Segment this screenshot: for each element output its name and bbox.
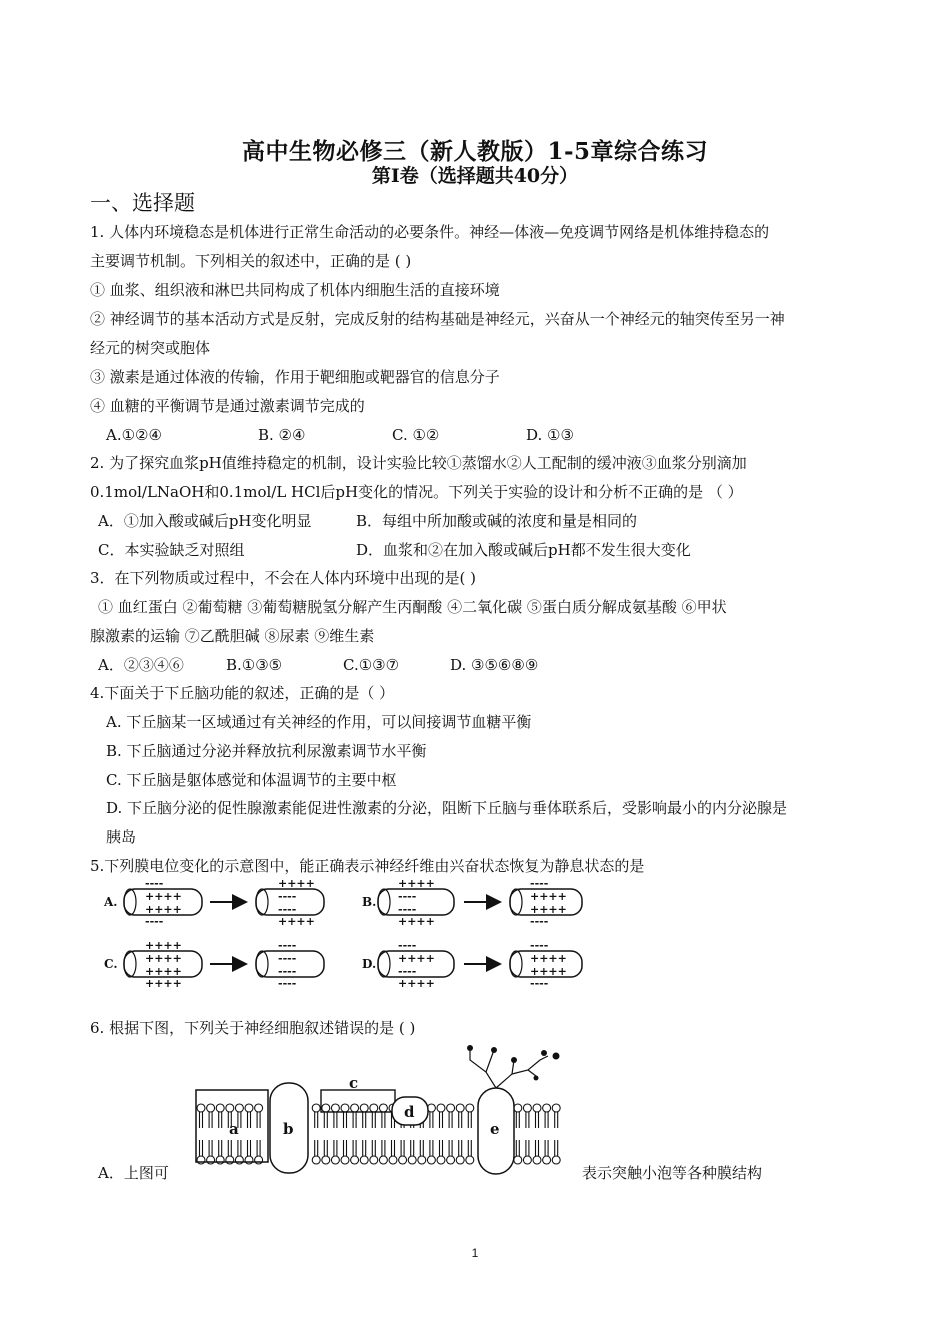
section-heading: 一、选择题 — [90, 191, 195, 215]
q1-statement-2-line2: 经元的树突或胞体 — [90, 339, 211, 357]
phospholipid-head — [427, 1156, 435, 1164]
phospholipid-head — [456, 1104, 464, 1112]
phospholipid-head — [466, 1104, 474, 1112]
q6-option-a-right: 表示突触小泡等各种膜结构 — [582, 1164, 763, 1182]
q1-statement-2-line1: ② 神经调节的基本活动方式是反射，完成反射的结构基础是神经元，兴奋从一个神经元的轴突传至另一神 — [90, 310, 785, 328]
phospholipid-head — [331, 1104, 339, 1112]
q5-c-fiber-after — [256, 939, 324, 990]
q5-b-fiber-after — [510, 877, 582, 928]
q5-c-before-inner1: ++++ — [145, 952, 182, 965]
q5-d-after-outer: ---- — [530, 939, 549, 952]
phospholipid-head — [437, 1156, 445, 1164]
q3-items-line2: 腺激素的运输 ⑦乙酰胆碱 ⑧尿素 ⑨维生素 — [90, 627, 375, 645]
phospholipid-head — [514, 1156, 522, 1164]
phospholipid-head — [226, 1104, 234, 1112]
q5-c-after-inner1: ---- — [278, 952, 297, 965]
q5-d-before-inner1: ++++ — [398, 952, 435, 965]
q5-stem: 5.下列膜电位变化的示意图中，能正确表示神经纤维由兴奋状态恢复为静息状态的是 — [90, 857, 645, 875]
q5-d-fiber-after — [510, 939, 582, 990]
q5-c-after-outer: ---- — [278, 939, 297, 952]
q2-option-a: A．①加入酸或碱后pH变化明显 — [98, 512, 312, 530]
phospholipid-head — [379, 1104, 387, 1112]
q3-stem: 3．在下列物质或过程中，不会在人体内环境中出现的是( ) — [90, 569, 477, 587]
q3-option-d: D. ③⑤⑥⑧⑨ — [450, 656, 539, 674]
q5-label-a: A. — [104, 895, 118, 909]
q5-a-before-outer: ---- — [145, 877, 164, 890]
phospholipid-head — [514, 1104, 522, 1112]
q1-stem-line1: 1. 人体内环境稳态是机体进行正常生命活动的必要条件。神经—体液—免疫调节网络是机体维持稳态的 — [90, 223, 770, 241]
q1-option-a: A.①②④ — [106, 426, 162, 444]
phospholipid-head — [543, 1156, 551, 1164]
phospholipid-head — [447, 1156, 455, 1164]
q5-label-c: C. — [104, 957, 118, 971]
phospholipid-head — [341, 1104, 349, 1112]
phospholipid-head — [207, 1104, 215, 1112]
q5-c-fiber-before — [124, 939, 202, 990]
q3-option-c: C.①③⑦ — [343, 656, 400, 674]
q1-statement-3: ③ 激素是通过体液的传输，作用于靶细胞或靶器官的信息分子 — [90, 368, 500, 386]
phospholipid-head — [408, 1156, 416, 1164]
q3-option-a: A．②③④⑥ — [98, 656, 184, 674]
q5-b-before-inner1: ---- — [398, 890, 417, 903]
q5-b-after-inner2: ++++ — [530, 903, 567, 916]
q5-d-after-inner2: ++++ — [530, 965, 567, 978]
q6-stem: 6. 根据下图，下列关于神经细胞叙述错误的是 ( ) — [90, 1019, 416, 1037]
q1-option-c: C. ①② — [392, 426, 440, 444]
phospholipid-head — [216, 1156, 224, 1164]
q5-a-after-inner2: ---- — [278, 903, 297, 916]
q6-label-d: d — [404, 1103, 415, 1121]
phospholipid-head — [226, 1156, 234, 1164]
q5-d-after-inner1: ++++ — [530, 952, 567, 965]
phospholipid-head — [331, 1156, 339, 1164]
phospholipid-head — [351, 1156, 359, 1164]
q2-stem-line2: 0.1mol/LNaOH和0.1mol/L HCl后pH变化的情况。下列关于实验的设计和分析不正确的是 （ ） — [90, 483, 743, 501]
phospholipid-head — [322, 1156, 330, 1164]
q5-b-before-inner2: ---- — [398, 903, 417, 916]
q2-stem-line1: 2. 为了探究血浆pH值维持稳定的机制，设计实验比较①蒸馏水②人工配制的缓冲液③血浆分别滴加 — [90, 454, 747, 472]
phospholipid-head — [447, 1104, 455, 1112]
q6-glycoprotein-chains — [470, 1048, 548, 1088]
q4-option-b: B. 下丘脑通过分泌并释放抗利尿激素调节水平衡 — [106, 742, 427, 760]
phospholipid-head — [552, 1156, 560, 1164]
q1-option-b: B. ②④ — [258, 426, 306, 444]
q5-b-before-outer2: ++++ — [398, 915, 435, 928]
phospholipid-head — [245, 1156, 253, 1164]
phospholipid-head — [216, 1104, 224, 1112]
phospholipid-head — [466, 1156, 474, 1164]
phospholipid-head — [437, 1104, 445, 1112]
q1-stem-line2: 主要调节机制。下列相关的叙述中，正确的是 ( ) — [90, 252, 412, 270]
phospholipid-head — [370, 1104, 378, 1112]
q5-c-after-outer2: ---- — [278, 977, 297, 990]
phospholipid-head — [255, 1156, 263, 1164]
q6-membrane-figure — [196, 1045, 560, 1174]
q5-a-fiber-after — [256, 877, 324, 928]
q5-d-before-outer: ---- — [398, 939, 417, 952]
phospholipid-head — [456, 1156, 464, 1164]
q5-b-fiber-before — [378, 877, 454, 928]
q5-d-fiber-before — [378, 939, 454, 990]
phospholipid-head — [389, 1156, 397, 1164]
phospholipid-head — [379, 1156, 387, 1164]
phospholipid-head — [533, 1104, 541, 1112]
page-number: 1 — [471, 1246, 479, 1260]
phospholipid-head — [360, 1104, 368, 1112]
phospholipid-head — [399, 1156, 407, 1164]
document-subtitle: 第Ⅰ卷（选择题共40分） — [371, 165, 579, 187]
q5-a-after-inner1: ---- — [278, 890, 297, 903]
phospholipid-head — [245, 1104, 253, 1112]
phospholipid-head — [255, 1104, 263, 1112]
q5-b-before-outer: ++++ — [398, 877, 435, 890]
phospholipid-head — [235, 1156, 243, 1164]
q3-option-b: B.①③⑤ — [226, 656, 283, 674]
q3-items-line1: ① 血红蛋白 ②葡萄糖 ③葡萄糖脱氢分解产生丙酮酸 ④二氧化碳 ⑤蛋白质分解成氨基酸 ⑥甲状 — [98, 598, 727, 616]
q5-b-after-outer2: ---- — [530, 915, 549, 928]
q2-option-d: D．血浆和②在加入酸或碱后pH都不发生很大变化 — [356, 541, 691, 559]
phospholipid-head — [370, 1156, 378, 1164]
q4-option-a: A. 下丘脑某一区域通过有关神经的作用，可以间接调节血糖平衡 — [106, 713, 532, 731]
q5-label-b: B. — [362, 895, 377, 909]
phospholipid-head — [207, 1156, 215, 1164]
q6-label-e: e — [490, 1120, 500, 1138]
phospholipid-head — [322, 1104, 330, 1112]
phospholipid-head — [197, 1104, 205, 1112]
phospholipid-head — [312, 1156, 320, 1164]
q4-option-d-line2: 胰岛 — [106, 828, 137, 846]
phospholipid-head — [197, 1156, 205, 1164]
q5-d-before-inner2: ---- — [398, 965, 417, 978]
q5-a-after-outer: ++++ — [278, 877, 315, 890]
q5-b-after-outer: ---- — [530, 877, 549, 890]
phospholipid-head — [341, 1156, 349, 1164]
phospholipid-head — [523, 1104, 531, 1112]
q2-option-c: C．本实验缺乏对照组 — [98, 541, 245, 559]
phospholipid-head — [533, 1156, 541, 1164]
q6-option-a-left: A．上图可 — [98, 1164, 169, 1182]
q5-a-before-outer2: ---- — [145, 915, 164, 928]
q5-c-before-outer: ++++ — [145, 939, 182, 952]
phospholipid-head — [235, 1104, 243, 1112]
phospholipid-head — [543, 1104, 551, 1112]
phospholipid-head — [312, 1104, 320, 1112]
phospholipid-head — [360, 1156, 368, 1164]
q5-a-before-inner1: ++++ — [145, 890, 182, 903]
q1-statement-4: ④ 血糖的平衡调节是通过激素调节完成的 — [90, 397, 365, 415]
q4-option-c: C. 下丘脑是躯体感觉和体温调节的主要中枢 — [106, 771, 397, 789]
q6-label-c: c — [349, 1074, 359, 1092]
q5-label-d: D. — [362, 957, 377, 971]
q5-b-after-inner1: ++++ — [530, 890, 567, 903]
q5-d-after-outer2: ---- — [530, 977, 549, 990]
q5-a-after-outer2: ++++ — [278, 915, 315, 928]
q4-option-d-line1: D. 下丘脑分泌的促性腺激素能促进性激素的分泌，阻断下丘脑与垂体联系后，受影响最小的内分泌腺是 — [106, 799, 788, 817]
q5-c-after-inner2: ---- — [278, 965, 297, 978]
q5-c-before-outer2: ++++ — [145, 977, 182, 990]
q4-stem: 4.下面关于下丘脑功能的叙述，正确的是（ ） — [90, 684, 395, 702]
q1-statement-1: ① 血浆、组织液和淋巴共同构成了机体内细胞生活的直接环境 — [90, 281, 500, 299]
phospholipid-head — [418, 1156, 426, 1164]
q2-option-b: B．每组中所加酸或碱的浓度和量是相同的 — [356, 512, 638, 530]
q6-label-a: a — [229, 1120, 239, 1138]
document-title: 高中生物必修三（新人教版）1-5章综合练习 — [241, 138, 709, 165]
q5-a-before-inner2: ++++ — [145, 903, 182, 916]
phospholipid-head — [552, 1104, 560, 1112]
q5-d-before-outer2: ++++ — [398, 977, 435, 990]
phospholipid-head — [523, 1156, 531, 1164]
phospholipid-head — [351, 1104, 359, 1112]
q6-label-b: b — [283, 1120, 294, 1138]
q5-c-before-inner2: ++++ — [145, 965, 182, 978]
q1-option-d: D. ①③ — [526, 426, 574, 444]
q5-a-fiber-before — [124, 877, 202, 928]
